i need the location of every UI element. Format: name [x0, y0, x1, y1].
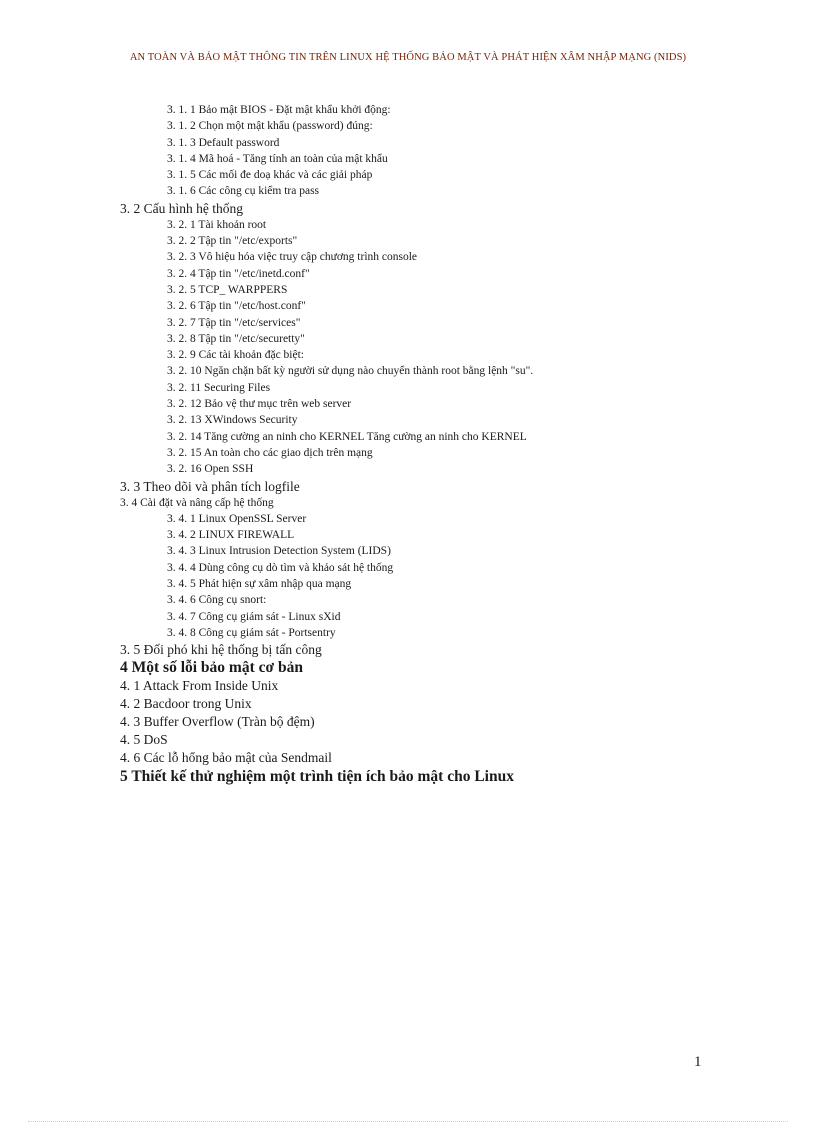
toc-entry[interactable]: 3. 2. 8 Tập tin "/etc/securetty"	[167, 332, 305, 345]
page-number: 1	[694, 1054, 702, 1070]
toc-entry[interactable]: 3. 2. 11 Securing Files	[167, 381, 271, 394]
toc-entry[interactable]: 3. 1. 1 Bảo mật BIOS - Đặt mật khẩu khởi động:	[167, 104, 391, 116]
toc-entry[interactable]: 3. 4. 2 LINUX FIREWALL	[167, 529, 295, 542]
toc-entry[interactable]: 3. 4. 5 Phát hiện sự xâm nhập qua mạng	[167, 578, 352, 591]
toc-entry[interactable]: 3. 1. 5 Các mối đe doạ khác và các giải pháp	[167, 169, 373, 182]
toc-entry[interactable]: 3. 1. 3 Default password	[167, 136, 280, 149]
toc-entry[interactable]: 3. 2. 9 Các tài khoản đặc biệt:	[167, 349, 305, 362]
toc-entry[interactable]: 4. 6 Các lỗ hổng bảo mật của Sendmail	[120, 750, 332, 766]
toc-entry[interactable]: 4 Một số lỗi bảo mật cơ bản	[120, 659, 303, 677]
toc-entry[interactable]: 3. 4. 7 Công cụ giám sát - Linux sXid	[167, 610, 341, 623]
toc-entry[interactable]: 3. 2. 15 An toàn cho các giao dịch trên mạng	[167, 446, 373, 459]
toc-entry[interactable]: 3. 4. 4 Dùng công cụ dò tìm và khảo sát hệ thống	[167, 561, 394, 574]
toc-entry[interactable]: 3. 2. 7 Tập tin "/etc/services"	[167, 316, 301, 329]
toc-entry[interactable]: 3. 4. 8 Công cụ giám sát - Portsentry	[167, 626, 336, 639]
page-header: AN TOÀN VÀ BẢO MẬT THÔNG TIN TRÊN LINUX HỆ THỐNG BẢO MẬT VÀ PHÁT HIỆN XÂM NHẬP MẠNG (NIDS)	[129, 52, 687, 63]
toc-entry[interactable]: 3. 1. 6 Các công cụ kiểm tra pass	[167, 185, 320, 198]
toc-entry[interactable]: 3. 3 Theo dõi và phân tích logfile	[120, 478, 300, 494]
toc-entry[interactable]: 4. 1 Attack From Inside Unix	[120, 678, 279, 694]
toc-entry[interactable]: 3. 2. 14 Tăng cường an ninh cho KERNEL Tăng cường an ninh cho KERNEL	[167, 430, 527, 443]
toc-entry[interactable]: 3. 4. 1 Linux OpenSSL Server	[167, 512, 307, 525]
toc-entry[interactable]: 3. 2. 2 Tập tin "/etc/exports"	[167, 235, 298, 248]
toc-entry[interactable]: 4. 5 DoS	[120, 732, 168, 748]
toc-entry[interactable]: 3. 2. 13 XWindows Security	[167, 414, 298, 427]
toc-entry[interactable]: 5 Thiết kế thử nghiệm một trình tiện ích bảo mật cho Linux	[120, 768, 514, 786]
toc-entry[interactable]: 3. 1. 2 Chọn một mật khẩu (password) đúng:	[167, 120, 373, 133]
toc-entry[interactable]: 3. 4 Cài đặt và nâng cấp hệ thống	[120, 496, 274, 509]
toc-entry[interactable]: 3. 4. 3 Linux Intrusion Detection System (LIDS)	[167, 545, 391, 558]
table-of-contents	[0, 102, 816, 786]
toc-entry[interactable]: 3. 2. 1 Tài khoản root	[167, 218, 267, 231]
toc-entry[interactable]: 4. 2 Bacdoor trong Unix	[120, 696, 252, 712]
toc-entry[interactable]: 3. 2. 12 Bảo vệ thư mục trên web server	[167, 398, 352, 411]
page-bottom-divider	[28, 1121, 788, 1122]
toc-entry[interactable]: 3. 2. 10 Ngăn chặn bất kỳ người sử dụng nào chuyển thành root bằng lệnh "su".	[167, 365, 534, 378]
toc-entry[interactable]: 3. 2. 16 Open SSH	[167, 463, 254, 476]
toc-entry[interactable]: 3. 2. 5 TCP_ WARPPERS	[167, 283, 288, 296]
toc-entry[interactable]: 3. 1. 4 Mã hoá - Tăng tính an toàn của mật khẩu	[167, 152, 388, 165]
toc-entry[interactable]: 3. 2 Cấu hình hệ thống	[120, 200, 243, 216]
toc-entry[interactable]: 3. 2. 4 Tập tin "/etc/inetd.conf"	[167, 267, 310, 280]
toc-entry[interactable]: 3. 2. 6 Tập tin "/etc/host.conf"	[167, 300, 306, 313]
toc-entry[interactable]: 3. 5 Đối phó khi hệ thống bị tấn công	[120, 642, 322, 658]
toc-entry[interactable]: 3. 2. 3 Vô hiệu hóa việc truy cập chương trình console	[167, 251, 418, 264]
toc-entry[interactable]: 3. 4. 6 Công cụ snort:	[167, 594, 267, 607]
toc-entry[interactable]: 4. 3 Buffer Overflow (Tràn bộ đệm)	[120, 714, 315, 730]
